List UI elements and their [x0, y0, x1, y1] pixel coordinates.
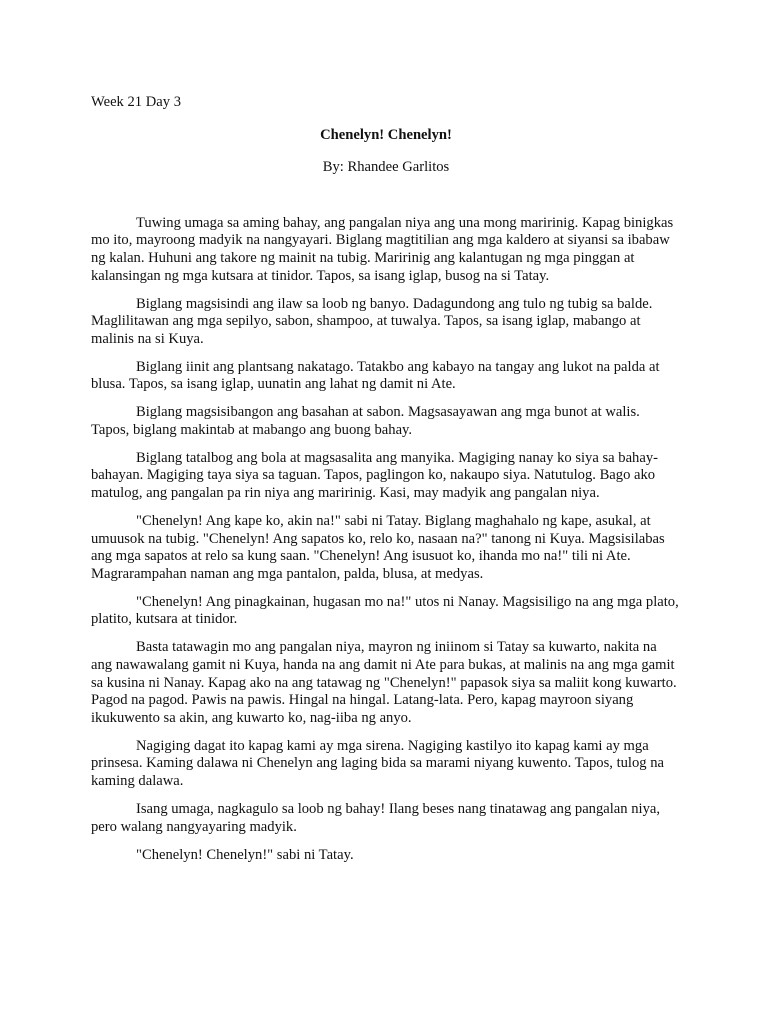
paragraph: Nagiging dagat ito kapag kami ay mga sirena. Nagiging kastilyo ito kapag kami ay mga prinsesa. Kaming dalawa ni Chenelyn ang laging bida sa marami niyang kuwento. Tapos, tulog na kaming dalawa.	[91, 737, 665, 789]
paragraph: Biglang iinit ang plantsang nakatago. Tatakbo ang kabayo na tangay ang lukot na palda at blusa. Tapos, sa isang iglap, uunatin ang lahat ng damit ni Ate.	[91, 358, 660, 393]
paragraph: Basta tatawagin mo ang pangalan niya, mayron ng iniinom si Tatay sa kuwarto, nakita na ang nawawalang gamit ni Kuya, handa na ang damit ni Ate para bukas, at malinis na ang mga gamit sa kusina ni Nanay. Kapag ako na ang tatawag ng "Chenelyn!" papasok siya sa maliit kong kuwarto. Pagod na pagod. Pawis na pawis. Hingal na hingal. Latang-lata. Pero, kapag mayroon siyang ikukuwento sa akin, ang kuwarto ko, nag-iiba ng anyo.	[91, 639, 677, 726]
paragraph: "Chenelyn! Chenelyn!" sabi ni Tatay.	[136, 846, 354, 863]
paragraph: "Chenelyn! Ang pinagkainan, hugasan mo na!" utos ni Nanay. Magsisiligo na ang mga plato, platito, kutsara at tinidor.	[91, 593, 679, 628]
author-byline: By: Rhandee Garlitos	[322, 159, 450, 176]
paragraph: Biglang magsisibangon ang basahan at sabon. Magsasayawan ang mga bunot at walis. Tapos, biglang makintab at mabango ang buong bahay.	[91, 404, 640, 438]
document-body	[91, 94, 681, 864]
paragraph: Biglang magsisindi ang ilaw sa loob ng banyo. Dadagundong ang tulo ng tubig sa balde. Maglilitawan ang mga sepilyo, sabon, shampoo, at tuwalya. Tapos, sa isang iglap, mabango at malinis na si Kuya.	[91, 295, 653, 347]
paragraph: Isang umaga, nagkagulo sa loob ng bahay! Ilang beses nang tinatawag ang pangalan niya, pero walang nangyayaring madyik.	[91, 800, 660, 835]
paragraph: "Chenelyn! Ang kape ko, akin na!" sabi ni Tatay. Biglang maghahalo ng kape, asukal, at umuusok na tubig. "Chenelyn! Ang sapatos ko, relo ko, nasaan na?" tanong ni Kuya. Magsisilabas ang mga sapatos at relo sa kung saan. "Chenelyn! Ang isusuot ko, ihanda mo na!" tili ni Ate. Magrarampahan naman ang mga pantalon, palda, blusa, at medyas.	[91, 513, 665, 582]
story-title: Chenelyn! Chenelyn!	[320, 126, 452, 143]
paragraph: Tuwing umaga sa aming bahay, ang pangalan niya ang una mong maririnig. Kapag binigkas mo ito, mayroong madyik na nangyayari. Biglang magtitilian ang mga kaldero at siyansi sa ibabaw ng kalan. Huhuni ang takore ng mainit na tubig. Maririnig ang kalantugan ng mga pinggan at kalansingan ng mga kutsara at tinidor. Tapos, sa isang iglap, busog na si Tatay.	[91, 214, 674, 284]
paragraph: Biglang tatalbog ang bola at magsasalita ang manyika. Magiging nanay ko siya sa bahay-bahayan. Magiging taya siya sa taguan. Tapos, paglingon ko, nakaupo siya. Natutulog. Bago ako matulog, ang pangalan pa rin niya ang maririnig. Kasi, may madyik ang pangalan niya.	[91, 449, 658, 502]
week-label: Week 21 Day 3	[91, 94, 182, 110]
